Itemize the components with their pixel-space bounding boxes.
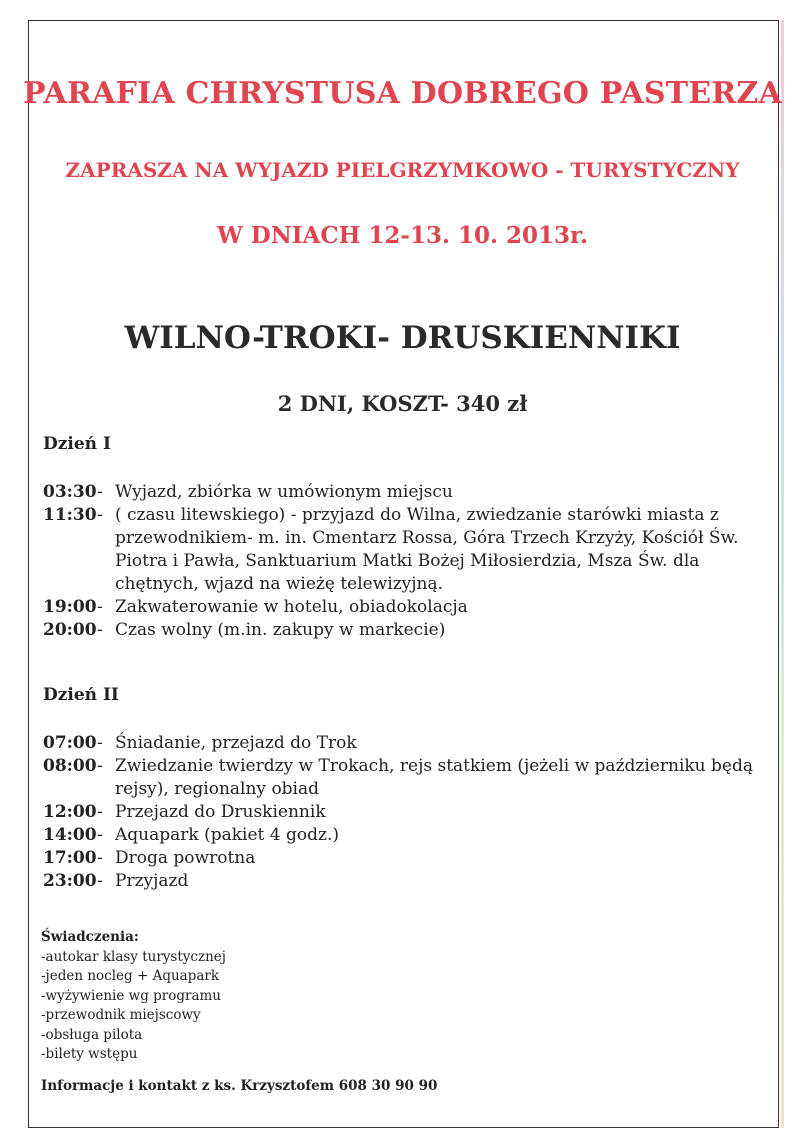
schedule-row [43,870,763,893]
schedule-time: 11:30 [43,505,97,525]
destination-heading: WILNO-TROKI- DRUSKIENNIKI [124,320,681,356]
schedule-description: Przejazd do Druskiennik [115,802,326,822]
schedule-separator: - [97,620,103,640]
schedule-row [43,801,763,824]
schedule-time: 14:00 [43,825,97,845]
schedule-description: Śniadanie, przejazd do Trok [115,733,357,753]
schedule-time: 19:00 [43,597,97,617]
services-list [41,928,226,1065]
day1-label: Dzień I [43,434,111,454]
schedule-separator: - [97,597,103,617]
schedule-time: 23:00 [43,871,97,891]
day2-label: Dzień II [43,685,119,705]
contact-info: Informacje i kontakt z ks. Krzysztofem 608 30 90 90 [41,1078,438,1094]
schedule-time: 17:00 [43,848,97,868]
schedule-description: Wyjazd, zbiórka w umówionym miejscu [115,482,453,502]
day2-schedule [43,732,763,893]
schedule-row [43,596,763,619]
parish-title: PARAFIA CHRYSTUSA DOBREGO PASTERZA [22,76,782,111]
page-edge-decoration [781,20,784,1128]
schedule-row [43,755,763,801]
service-item: -autokar klasy turystycznej [41,948,226,965]
schedule-row [43,847,763,870]
schedule-separator: - [97,482,103,502]
schedule-description: Droga powrotna [115,848,256,868]
schedule-row [43,504,763,596]
schedule-time: 03:30 [43,482,97,502]
schedule-separator: - [97,756,103,776]
schedule-description: Przyjazd [115,871,189,891]
schedule-time: 20:00 [43,620,97,640]
schedule-separator: - [97,733,103,753]
trip-dates: W DNIACH 12-13. 10. 2013r. [216,222,589,249]
schedule-separator: - [97,848,103,868]
schedule-description: ( czasu litewskiego) - przyjazd do Wilna, zwiedzanie starówki miasta z przewodnikiem- m. in. Cmentarz Rossa, Góra Trzech Krzyży, Kościół Św. Piotra i Pawła, Sanktuarium Matki Bożej Miłosierdzia, Msza Św. dla chętnych, wjazd na wieżę telewizyjną. [115,505,739,594]
schedule-separator: - [97,825,103,845]
schedule-row [43,481,763,504]
schedule-separator: - [97,871,103,891]
service-item: -bilety wstępu [41,1046,138,1062]
schedule-description: Zwiedzanie twierdzy w Trokach, rejs statkiem (jeżeli w październiku będą rejsy), regionalny obiad [115,756,753,799]
schedule-time: 12:00 [43,802,97,822]
service-item: -obsługa pilota [41,1026,143,1043]
schedule-time: 08:00 [43,756,97,776]
schedule-separator: - [97,802,103,822]
schedule-time: 07:00 [43,733,97,753]
schedule-description: Zakwaterowanie w hotelu, obiadokolacja [115,597,468,617]
schedule-separator: - [97,505,103,525]
schedule-row [43,824,763,847]
schedule-row [43,732,763,755]
schedule-description: Czas wolny (m.in. zakupy w markecie) [115,620,446,640]
invitation-subtitle: ZAPRASZA NA WYJAZD PIELGRZYMKOWO - TURYSTYCZNY [65,158,740,182]
service-item: -jeden nocleg + Aquapark [41,968,220,984]
service-item: -wyżywienie wg programu [41,987,221,1004]
schedule-description: Aquapark (pakiet 4 godz.) [115,825,339,845]
day1-schedule [43,481,763,642]
service-item: -przewodnik miejscowy [41,1007,201,1023]
schedule-row [43,619,763,642]
services-title: Świadczenia: [41,929,139,945]
cost-line: 2 DNI, KOSZT- 340 zł [277,391,528,416]
